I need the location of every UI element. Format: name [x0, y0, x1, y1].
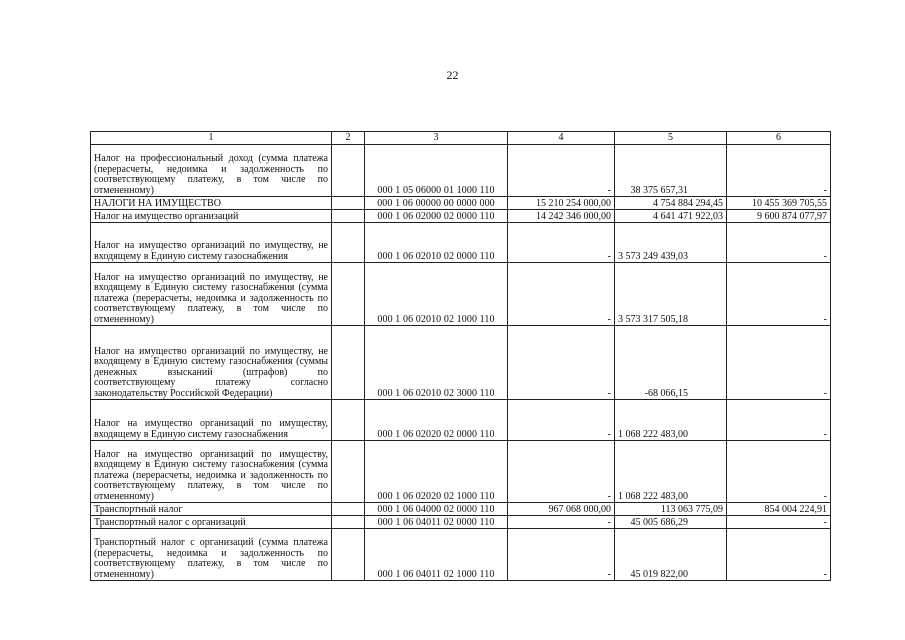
row-fact: 45 019 822,00 [615, 529, 727, 581]
row-col6: - [727, 263, 831, 326]
row-name: Налог на имущество организаций [91, 210, 332, 223]
row-name: Налог на имущество организаций по имуществу, входящему в Единую систему газоснабжения [91, 400, 332, 441]
row-code: 000 1 06 00000 00 0000 000 [365, 197, 508, 210]
row-col6: - [727, 400, 831, 441]
row-code: 000 1 06 04000 02 0000 110 [365, 503, 508, 516]
budget-table [90, 131, 831, 581]
row-col6: - [727, 326, 831, 400]
row-col2 [332, 503, 365, 516]
row-col6: 10 455 369 705,55 [727, 197, 831, 210]
table-row [91, 197, 831, 210]
row-col2 [332, 145, 365, 197]
table-row [91, 223, 831, 263]
row-code: 000 1 06 02020 02 1000 110 [365, 441, 508, 503]
row-code: 000 1 06 04011 02 1000 110 [365, 529, 508, 581]
table-row [91, 503, 831, 516]
row-name: Налог на профессиональный доход (сумма платежа (перерасчеты, недоимка и задолженность по соответствующему платежу, в том числе по отмененному) [91, 145, 332, 197]
column-header: 4 [508, 132, 615, 145]
row-fact: 113 063 775,09 [615, 503, 727, 516]
table-row [91, 441, 831, 503]
table-row [91, 529, 831, 581]
row-col6: - [727, 441, 831, 503]
row-col6: - [727, 145, 831, 197]
row-name: Налог на имущество организаций по имуществу, не входящему в Единую систему газоснабжения (суммы денежных взысканий (штрафов) по соответствующему платежу согласно законодательству Российской Федерации) [91, 326, 332, 400]
row-col6: - [727, 516, 831, 529]
row-plan: - [508, 145, 615, 197]
table-row [91, 210, 831, 223]
row-col2 [332, 400, 365, 441]
row-name: Налог на имущество организаций по имуществу, не входящему в Единую систему газоснабжения [91, 223, 332, 263]
table-row [91, 400, 831, 441]
row-fact: 3 573 317 505,18 [615, 263, 727, 326]
row-code: 000 1 06 02010 02 3000 110 [365, 326, 508, 400]
row-plan: 15 210 254 000,00 [508, 197, 615, 210]
row-name: Транспортный налог [91, 503, 332, 516]
row-col2 [332, 210, 365, 223]
row-plan: - [508, 326, 615, 400]
row-fact: -68 066,15 [615, 326, 727, 400]
page-number: 22 [446, 68, 459, 82]
column-header: 5 [615, 132, 727, 145]
table-row [91, 145, 831, 197]
table-row [91, 326, 831, 400]
row-name: НАЛОГИ НА ИМУЩЕСТВО [91, 197, 332, 210]
row-plan: - [508, 263, 615, 326]
row-col6: 9 600 874 077,97 [727, 210, 831, 223]
row-code: 000 1 06 02020 02 0000 110 [365, 400, 508, 441]
row-fact: 45 005 686,29 [615, 516, 727, 529]
row-col2 [332, 441, 365, 503]
header-row [91, 132, 831, 145]
column-header: 6 [727, 132, 831, 145]
row-fact: 4 641 471 922,03 [615, 210, 727, 223]
row-plan: - [508, 441, 615, 503]
row-plan: - [508, 223, 615, 263]
row-name: Транспортный налог с организаций [91, 516, 332, 529]
row-col6: - [727, 223, 831, 263]
row-code: 000 1 06 04011 02 0000 110 [365, 516, 508, 529]
row-col2 [332, 529, 365, 581]
row-plan: - [508, 400, 615, 441]
row-col2 [332, 197, 365, 210]
row-name: Транспортный налог с организаций (сумма платежа (перерасчеты, недоимка и задолженность по соответствующему платежу, в том числе по отмененному) [91, 529, 332, 581]
column-header: 3 [365, 132, 508, 145]
row-name: Налог на имущество организаций по имуществу, не входящему в Единую систему газоснабжения (сумма платежа (перерасчеты, недоимка и задолженность по соответствующему платежу, в том числе по отмененному) [91, 263, 332, 326]
row-code: 000 1 05 06000 01 1000 110 [365, 145, 508, 197]
column-header: 2 [332, 132, 365, 145]
row-code: 000 1 06 02010 02 1000 110 [365, 263, 508, 326]
row-code: 000 1 06 02000 02 0000 110 [365, 210, 508, 223]
row-fact: 3 573 249 439,03 [615, 223, 727, 263]
row-plan: 967 068 000,00 [508, 503, 615, 516]
row-fact: 1 068 222 483,00 [615, 441, 727, 503]
row-col2 [332, 263, 365, 326]
row-col2 [332, 516, 365, 529]
row-plan: 14 242 346 000,00 [508, 210, 615, 223]
row-col2 [332, 326, 365, 400]
row-fact: 1 068 222 483,00 [615, 400, 727, 441]
row-code: 000 1 06 02010 02 0000 110 [365, 223, 508, 263]
column-header: 1 [91, 132, 332, 145]
row-fact: 38 375 657,31 [615, 145, 727, 197]
row-plan: - [508, 529, 615, 581]
row-col2 [332, 223, 365, 263]
row-col6: - [727, 529, 831, 581]
row-plan: - [508, 516, 615, 529]
table-row [91, 516, 831, 529]
row-fact: 4 754 884 294,45 [615, 197, 727, 210]
row-col6: 854 004 224,91 [727, 503, 831, 516]
row-name: Налог на имущество организаций по имуществу, входящему в Единую систему газоснабжения (сумма платежа (перерасчеты, недоимка и задолженность по соответствующему платежу, в том числе по отмененному) [91, 441, 332, 503]
table-row [91, 263, 831, 326]
